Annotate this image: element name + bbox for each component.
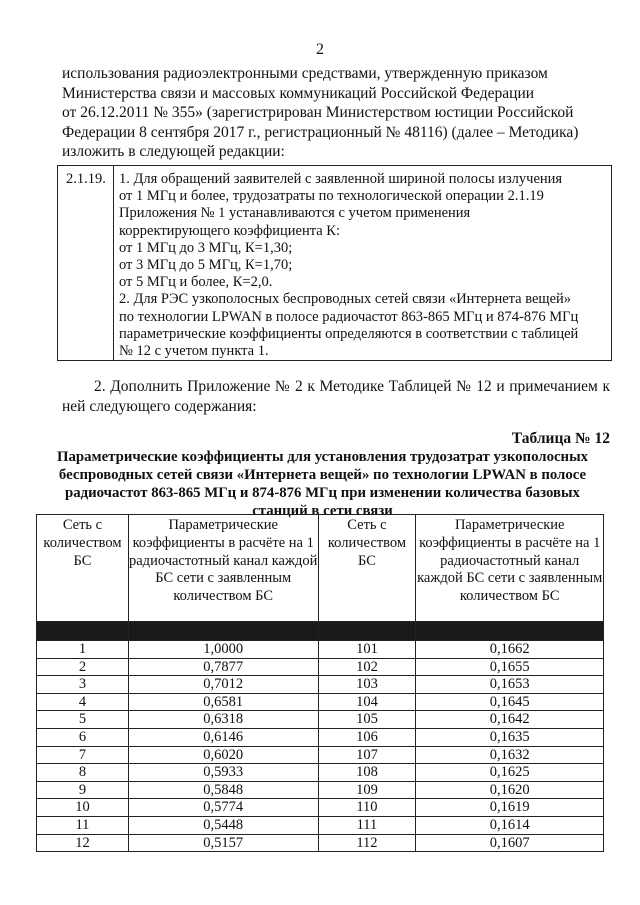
table-cell: 111 [318, 816, 416, 834]
table-cell: 0,6581 [128, 693, 318, 711]
table-cell: 1 [37, 641, 129, 659]
column-header: Сеть с количеством БС [318, 515, 416, 622]
coefficients-table [36, 514, 604, 852]
table-cell: 101 [318, 641, 416, 659]
table-title: Параметрические коэффициенты для установления трудозатрат узкополосных беспроводных сетей связи «Интернета вещей» по технологии LPWAN в полосе радиочастот 863-865 МГц и 874-876 МГц при изменении количества базовых станций в сети связи [56, 449, 589, 519]
column-header: Сеть с количеством БС [37, 515, 129, 622]
clause-line: от 5 МГц и более, К=2,0. [119, 274, 273, 291]
table-cell: 0,5448 [128, 816, 318, 834]
clause-box [57, 165, 612, 361]
table-cell: 109 [318, 781, 416, 799]
table-cell: 11 [37, 816, 129, 834]
table-row [37, 658, 604, 676]
table-cell: 0,5157 [128, 834, 318, 852]
intro-paragraph [62, 64, 610, 162]
table-cell: 0,7877 [128, 658, 318, 676]
intro-line: использования радиоэлектронными средствами, утвержденную приказом [62, 65, 548, 82]
table-cell: 0,1632 [416, 746, 604, 764]
table-cell: 0,5774 [128, 799, 318, 817]
table-cell: 0,6146 [128, 728, 318, 746]
table-row [37, 781, 604, 799]
table-cell: 106 [318, 728, 416, 746]
table-cell: 10 [37, 799, 129, 817]
table-cell: 102 [318, 658, 416, 676]
table-cell: 0,1625 [416, 764, 604, 782]
table-cell: 4 [37, 693, 129, 711]
table-cell: 0,7012 [128, 676, 318, 694]
paragraph-2: 2. Дополнить Приложение № 2 к Методике Таблицей № 12 и примечанием к ней следующего содержания: [62, 378, 610, 415]
table-cell: 6 [37, 728, 129, 746]
table-cell: 0,1653 [416, 676, 604, 694]
clause-text [119, 171, 607, 360]
intro-line: изложить в следующей редакции: [62, 143, 285, 160]
table-cell: 0,1655 [416, 658, 604, 676]
table-cell: 0,1614 [416, 816, 604, 834]
intro-line: от 26.12.2011 № 355» (зарегистрирован Министерством юстиции Российской [62, 104, 574, 121]
page-number: 2 [316, 41, 324, 58]
table-cell: 112 [318, 834, 416, 852]
clause-line: от 1 МГц и более, трудозатраты по технологической операции 2.1.19 [119, 188, 544, 205]
clause-number: 2.1.19. [66, 171, 106, 187]
table-cell: 0,1620 [416, 781, 604, 799]
clause-line: корректирующего коэффициента К: [119, 222, 340, 239]
column-header: Параметрические коэффициенты в расчёте на 1 радиочастотный канал каждой БС сети с заявленным количеством БС [128, 515, 318, 622]
table-row [37, 676, 604, 694]
table-row [37, 711, 604, 729]
intro-line: Федерации 8 сентября 2017 г., регистрационный № 48116) (далее – Методика) [62, 123, 579, 141]
clause-line: 1. Для обращений заявителей с заявленной шириной полосы излучения [119, 171, 563, 187]
table-cell: 0,1645 [416, 693, 604, 711]
table-cell: 0,6020 [128, 746, 318, 764]
table-row [37, 728, 604, 746]
clause-line: 2. Для РЭС узкополосных беспроводных сетей связи «Интернета вещей» [119, 291, 572, 308]
clause-line: от 3 МГц до 5 МГц, К=1,70; [119, 257, 293, 274]
table-cell: 0,1635 [416, 728, 604, 746]
table-row [37, 641, 604, 659]
table-row [37, 834, 604, 852]
clause-line: № 12 с учетом пункта 1. [119, 343, 269, 360]
clause-line: Приложения № 1 устанавливаются с учетом применения [119, 205, 471, 222]
table-cell: 0,1662 [416, 641, 604, 659]
table-cell: 8 [37, 764, 129, 782]
table-cell: 0,1642 [416, 711, 604, 729]
table-cell: 0,6318 [128, 711, 318, 729]
table-row [37, 799, 604, 817]
table-cell: 108 [318, 764, 416, 782]
table-cell: 7 [37, 746, 129, 764]
table-row [37, 693, 604, 711]
clause-line: параметрические коэффициенты определяются в соответствии с таблицей [119, 325, 579, 342]
table-cell: 105 [318, 711, 416, 729]
table-label: Таблица № 12 [511, 430, 610, 447]
table-cell: 1,0000 [128, 641, 318, 659]
column-header: Параметрические коэффициенты в расчёте на 1 радиочастотный канал каждой БС сети с заявленным количеством БС [416, 515, 604, 622]
table-cell: 5 [37, 711, 129, 729]
table-row [37, 764, 604, 782]
table-cell: 104 [318, 693, 416, 711]
table-row [37, 816, 604, 834]
table-cell: 0,5933 [128, 764, 318, 782]
table-cell: 3 [37, 676, 129, 694]
dark-separator-row [37, 622, 604, 641]
intro-line: Министерства связи и массовых коммуникаций Российской Федерации [62, 84, 535, 102]
table-cell: 9 [37, 781, 129, 799]
clause-line: по технологии LPWAN в полосе радиочастот 863-865 МГц и 874-876 МГц [119, 308, 579, 325]
clause-divider [113, 166, 114, 360]
table-cell: 0,1607 [416, 834, 604, 852]
table-cell: 0,5848 [128, 781, 318, 799]
table-row [37, 746, 604, 764]
table-cell: 12 [37, 834, 129, 852]
table-cell: 0,1619 [416, 799, 604, 817]
table-cell: 2 [37, 658, 129, 676]
table-cell: 103 [318, 676, 416, 694]
clause-line: от 1 МГц до 3 МГц, К=1,30; [119, 239, 293, 256]
table-cell: 110 [318, 799, 416, 817]
table-cell: 107 [318, 746, 416, 764]
